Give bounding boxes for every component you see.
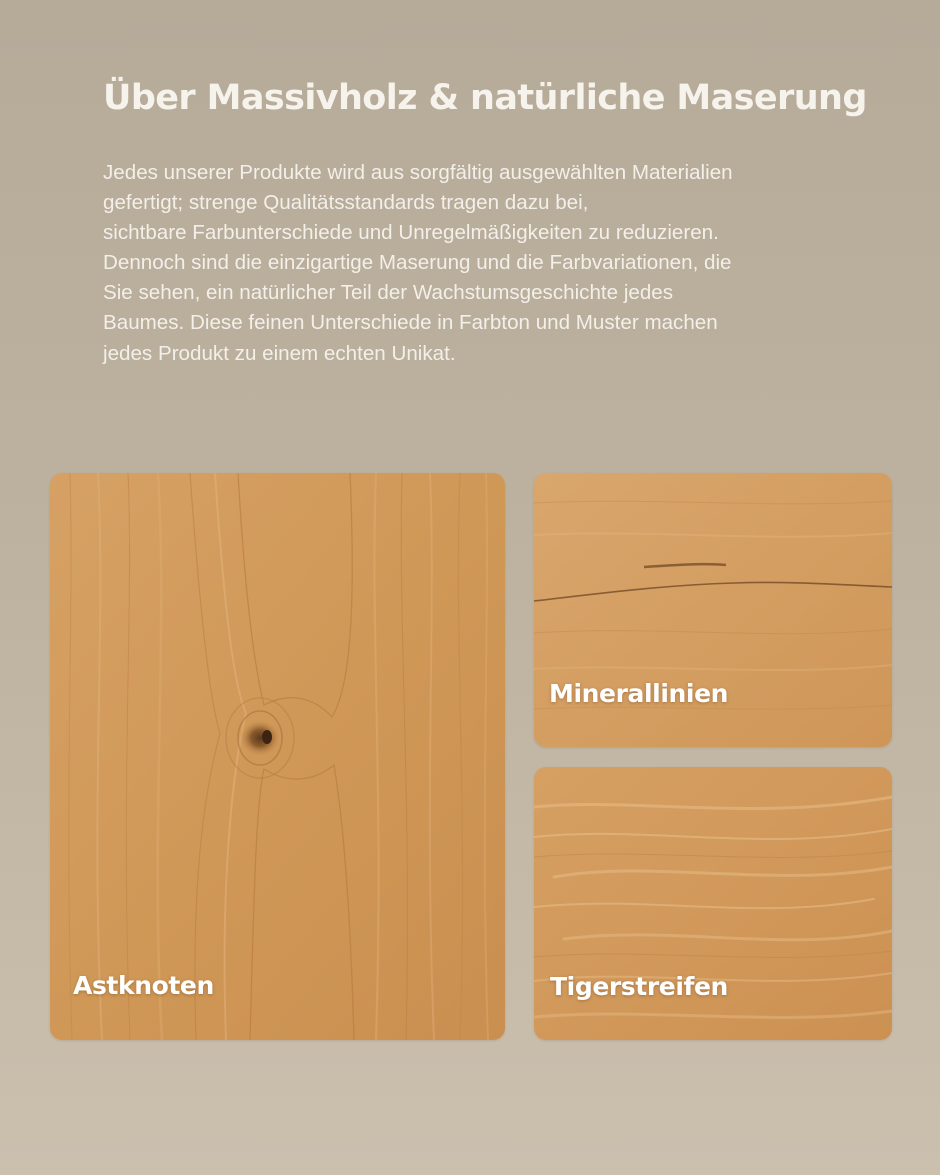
wood-knot-image	[50, 473, 505, 1040]
panel-label-mineral: Minerallinien	[549, 679, 729, 708]
intro-line: Jedes unserer Produkte wird aus sorgfältig ausgewählten Materialien	[103, 161, 733, 184]
intro-line: gefertigt; strenge Qualitätsstandards tragen dazu bei,	[103, 191, 589, 215]
intro-line: Dennoch sind die einzigartige Maserung und die Farbvariationen, die	[103, 251, 732, 275]
wood-panel-tiger	[534, 767, 892, 1040]
panel-label-tiger: Tigerstreifen	[550, 972, 728, 1001]
intro-line: sichtbare Farbunterschiede und Unregelmäßigkeiten zu reduzieren.	[103, 221, 719, 245]
wood-panel-mineral	[534, 473, 892, 747]
wood-panel-knot	[50, 473, 505, 1040]
page-title: Über Massivholz & natürliche Maserung	[103, 78, 867, 118]
intro-line: Baumes. Diese feinen Unterschiede in Farbton und Muster machen	[103, 311, 718, 335]
panel-label-knot: Astknoten	[73, 971, 214, 1000]
intro-paragraph	[103, 158, 903, 369]
intro-line: Sie sehen, ein natürlicher Teil der Wachstumsgeschichte jedes	[103, 281, 674, 305]
intro-line: jedes Produkt zu einem echten Unikat.	[103, 341, 456, 365]
